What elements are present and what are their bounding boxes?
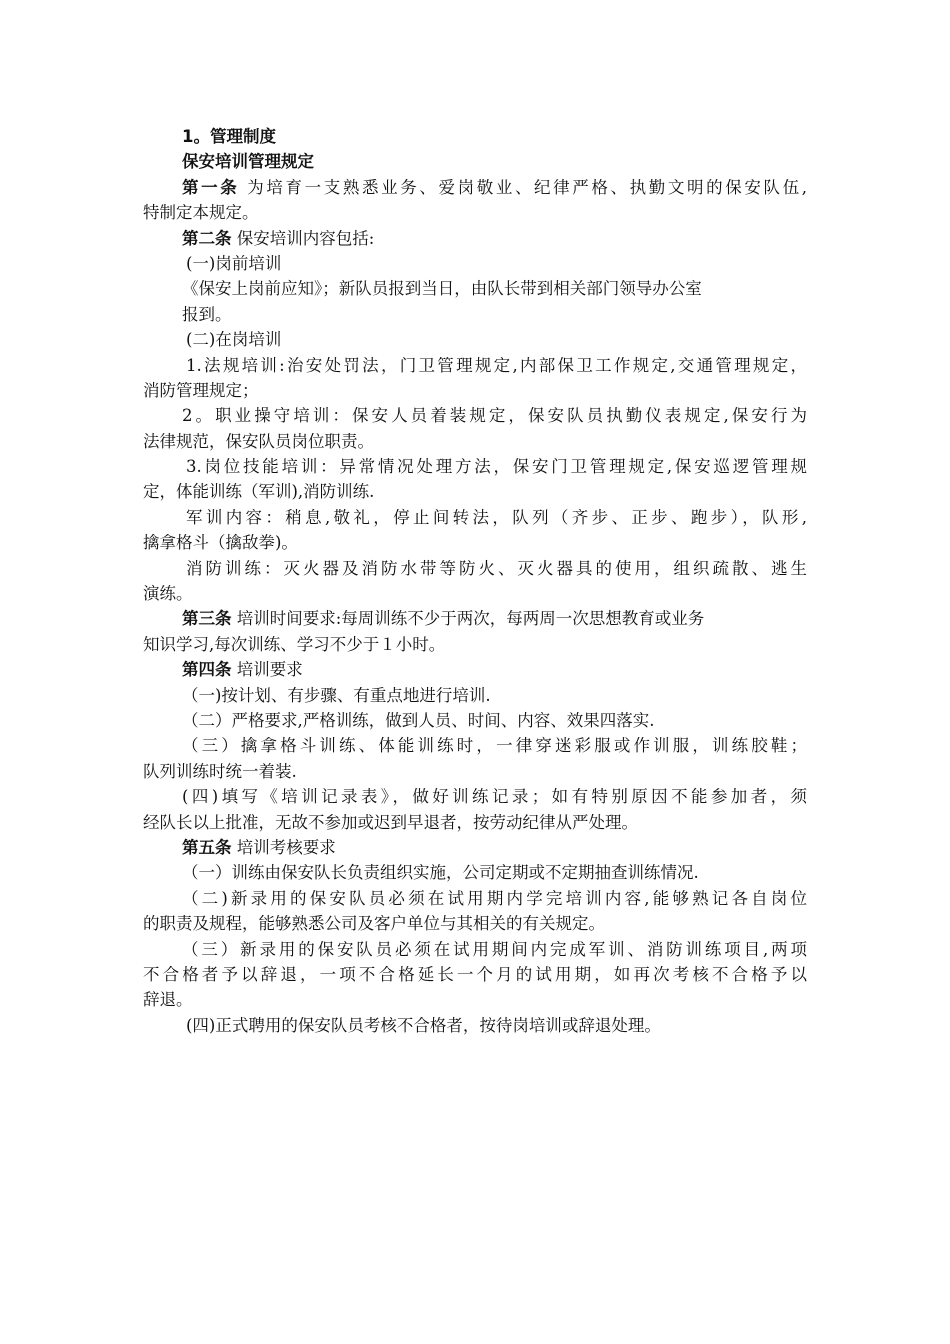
article-2-label: 第二条 (182, 228, 232, 248)
pre-job-training-line-1: 《保安上岗前应知》；新队员报到当日，由队长带到相关部门领导办公室 (182, 279, 702, 299)
article-1-text: 为培育一支熟悉业务、爱岗敬业、纪律严格、执勤文明的保安队伍, (239, 177, 808, 197)
article-5-label: 第五条 (182, 837, 232, 857)
article-3-line-2: 知识学习,每次训练、学习不少于１小时。 (143, 634, 446, 654)
article-5-item-4: (四)正式聘用的保安队员考核不合格者，按待岗培训或辞退处理。 (186, 1015, 661, 1035)
document-title: 保安培训管理规定 (182, 152, 314, 172)
article-4-item-3-line-1: （三）擒拿格斗训练、体能训练时，一律穿迷彩服或作训服，训练胶鞋； (182, 736, 807, 756)
article-5-item-3-line-2: 不合格者予以辞退，一项不合格延长一个月的试用期，如再次考核不合格予以 (143, 964, 807, 984)
article-2-text: 保安培训内容包括: (231, 228, 375, 248)
pre-job-training-line-2: 报到。 (182, 304, 232, 324)
skills-training-line-1: 3.岗位技能培训：异常情况处理方法，保安门卫管理规定,保安巡逻管理规 (186, 457, 807, 477)
military-training-line-2: 擒拿格斗（擒敌拳)。 (143, 533, 298, 553)
article-2-intro (143, 226, 807, 251)
regulation-training-line-1: 1.法规培训:治安处罚法，门卫管理规定,内部保卫工作规定,交通管理规定， (186, 355, 807, 375)
article-5-item-2-line-2: 的职责及规程，能够熟悉公司及客户单位与其相关的有关规定。 (143, 914, 605, 934)
article-4-item-4-line-2: 经队长以上批准，无故不参加或迟到早退者，按劳动纪律从严处理。 (143, 812, 638, 832)
article-3-text: 培训时间要求:每周训练不少于两次，每两周一次思想教育或业务 (231, 609, 705, 629)
article-4-item-4-line-1: (四)填写《培训记录表》，做好训练记录；如有特别原因不能参加者，须 (182, 787, 807, 807)
article-5-intro (143, 835, 807, 860)
article-4-label: 第四条 (182, 660, 232, 680)
article-4-text: 培训要求 (231, 660, 303, 680)
article-5-item-3-line-1: （三）新录用的保安队员必须在试用期间内完成军训、消防训练项目,两项 (182, 939, 807, 959)
military-training-line-1: 军训内容：稍息,敬礼，停止间转法，队列（齐步、正步、跑步），队形, (186, 507, 807, 527)
section-title: 1。管理制度 (182, 127, 276, 146)
article-1-label: 第一条 (182, 177, 240, 197)
article-1-line-2: 特制定本规定。 (143, 203, 259, 223)
article-5-text: 培训考核要求 (231, 837, 336, 857)
article-4-intro (143, 657, 807, 682)
article-3-label: 第三条 (182, 609, 232, 629)
article-1-line-1 (143, 175, 807, 200)
ethics-training-line-2: 法律规范，保安队员岗位职责。 (143, 431, 374, 451)
skills-training-line-2: 定，体能训练（军训),消防训练. (143, 482, 375, 502)
article-4-item-3-line-2: 队列训练时统一着装. (143, 761, 297, 781)
article-5-item-1: （一）训练由保安队长负责组织实施，公司定期或不定期抽查训练情况. (182, 863, 699, 883)
on-job-training-title: (二)在岗培训 (186, 330, 282, 350)
article-5-item-3-line-3: 辞退。 (143, 990, 193, 1010)
article-4-item-2: （二）严格要求,严格训练，做到人员、时间、内容、效果四落实. (182, 710, 655, 730)
pre-job-training-title: (一)岗前培训 (186, 253, 282, 273)
article-3-line-1 (143, 606, 807, 631)
document-page (143, 124, 807, 1038)
fire-training-line-1: 消防训练：灭火器及消防水带等防火、灭火器具的使用，组织疏散、逃生 (186, 558, 807, 578)
article-5-item-2-line-1: （二)新录用的保安队员必须在试用期内学完培训内容,能够熟记各自岗位 (182, 888, 807, 908)
article-4-item-1: （一)按计划、有步骤、有重点地进行培训. (182, 685, 491, 705)
ethics-training-line-1: 2。职业操守培训：保安人员着装规定，保安队员执勤仪表规定,保安行为 (182, 406, 807, 426)
regulation-training-line-2: 消防管理规定； (143, 380, 259, 400)
fire-training-line-2: 演练。 (143, 584, 193, 604)
